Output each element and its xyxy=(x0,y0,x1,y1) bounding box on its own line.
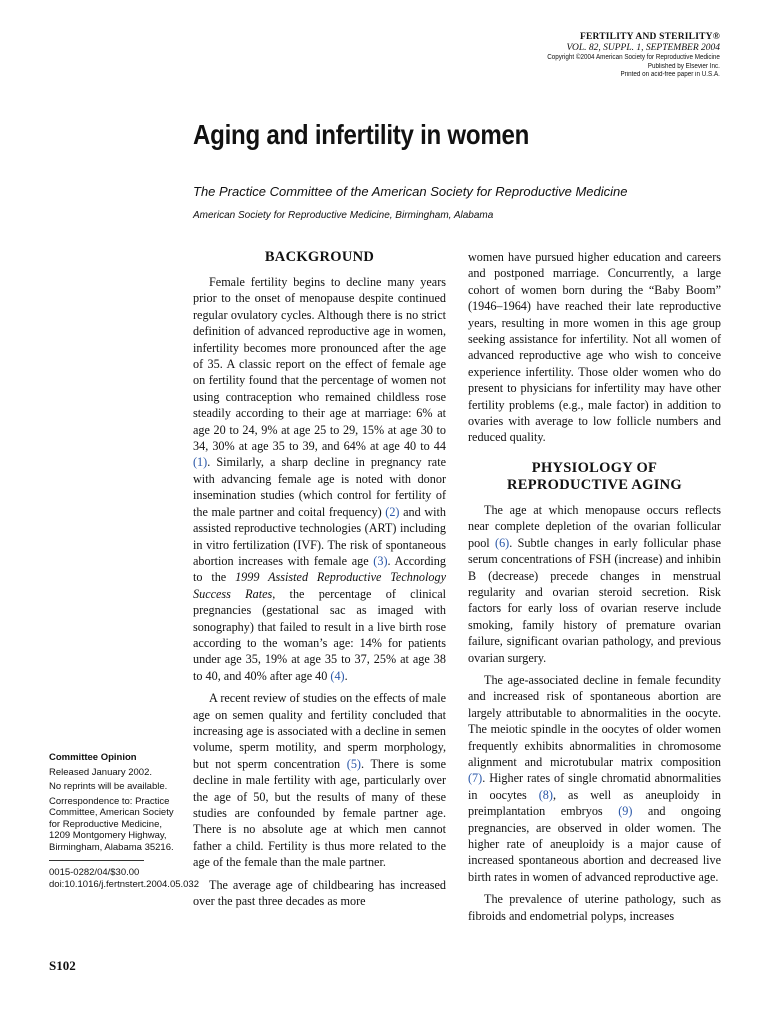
journal-name: FERTILITY AND STERILITY® xyxy=(579,32,720,42)
reference-link[interactable]: (2) xyxy=(385,504,400,519)
body-paragraph: Female fertility begins to decline many years prior to the onset of menopause despite continued regular ovulatory cycles. Although there is no strict definition of advanced reproductive age in women, infertility becomes more pronounced after the age of 35. A classic report on the effect of female age on fertility found that the percentage of women not using contraception who remained childless rose steadily according to their age at marriage: 6% at age 20 to 24, 9% at age 25 to 29, 15% at age 30 to 34, 30% at age 35 to 39, and 64% at age 40 to 44 (1). Similarly, a sharp decline in pregnancy rate with advancing female age is noted with donor insemination studies (which control for fertility of the male partner and coital frequency) (2) and with assisted reproductive technologies (ART) including in vitro fertilization (IVF). The risk of spontaneous abortion increases with female age (3). According to the 1999 Assisted Reproductive Technology Success Rates, the percentage of clinical pregnancies (gestational sac as imaged with sonography) that failed to result in a live birth rose according to the woman’s age: 14% for patients under age 35, 19% at age 35 to 37, 25% at age 38 to 40, and 40% after age 40 (4). xyxy=(193,275,447,683)
body-paragraph: The age at which menopause occurs reflects near complete depletion of the ovarian follicular pool (6). Subtle changes in early follicular phase serum concentrations of FSH (increase) and inhibin B (decrease) precede changes in menstrual regularity and ovarian steroid secretion. Risk factors for early loss of ovarian reserve include smoking, family history of premature ovarian failure, significant ovarian pathology, and previous ovarian surgery. xyxy=(468,502,721,665)
body-paragraph: The prevalence of uterine pathology, such as fibroids and endometrial polyps, increases xyxy=(468,892,721,923)
section-heading-background: BACKGROUND xyxy=(264,249,375,265)
article-affiliation: American Society for Reproductive Medicine, Birmingham, Alabama xyxy=(193,210,494,221)
article-authors: The Practice Committee of the American Society for Reproductive Medicine xyxy=(193,184,628,199)
article-info-sidebar xyxy=(49,752,200,893)
reference-link[interactable]: (5) xyxy=(346,756,361,771)
page-number: S102 xyxy=(49,958,76,973)
journal-volume: VOL. 82, SUPPL. 1, SEPTEMBER 2004 xyxy=(566,43,720,53)
reprints-note: No reprints will be available. xyxy=(49,781,168,792)
reference-link[interactable]: (6) xyxy=(495,535,510,550)
correspondence-address: Correspondence to: Practice Committee, American Society for Reproductive Medicine, 1209 Montgomery Highway, Birmingham, Alabama 35216. xyxy=(49,795,174,853)
article-doi[interactable]: doi:10.1016/j.fertnstert.2004.05.032 xyxy=(49,878,200,890)
sidebar-divider xyxy=(49,860,144,861)
article-code: 0015-0282/04/$30.00 xyxy=(49,867,140,878)
reference-link[interactable]: (8) xyxy=(538,787,553,802)
reference-link[interactable]: (9) xyxy=(618,804,633,819)
body-paragraph: The age-associated decline in female fecundity and increased risk of spontaneous abortion are largely attributable to abnormalities in the oocyte. The meiotic spindle in the oocytes of older women frequently exhibits abnormalities in chromosome alignment and microtubular matrix composition (7). Higher rates of single chromatid abnormalities in oocytes (8), as well as aneuploidy in preimplantation embryos (9) and ongoing pregnancies, are observed in older women. The higher rate of aneuploidy is a major cause of increased spontaneous abortion and decreased live birth rates in women of advanced reproductive age. xyxy=(468,672,722,884)
journal-masthead xyxy=(528,32,720,80)
reference-link[interactable]: (4) xyxy=(330,668,345,683)
body-paragraph: women have pursued higher education and careers and postponed marriage. Concurrently, a large cohort of women born during the “Baby Boom” (1946–1964) have reached their late reproductive years, resulting in more women in this age group seeking assistance for infertility. Not all women of advanced reproductive age who wish to conceive experience infertility. Those older women who do present to physicians for infertility may have other fertility problems (e.g., male factor) in addition to ovaries with average to low follicle numbers and reduced quality. xyxy=(468,250,721,445)
release-date: Released January 2002. xyxy=(49,766,152,778)
reference-link[interactable]: (3) xyxy=(373,553,388,568)
reference-link[interactable]: (1) xyxy=(193,455,208,470)
body-column-left xyxy=(193,249,446,915)
body-column-right xyxy=(468,249,721,930)
copyright-line: Copyright ©2004 American Society for Reproductive Medicine xyxy=(547,54,720,61)
publisher-line: Published by Elsevier Inc. xyxy=(647,62,720,70)
body-paragraph: A recent review of studies on the effects of male age on semen quality and fertility concluded that increasing age is associated with a decline in semen volume, sperm motility, and sperm morphology, but not sperm concentration (5). There is some decline in male fertility with age, particularly over the age of 50, but the results of many of these studies are confounded by female partner age. There is no absolute age at which men cannot father a child. Fertility is thus more related to the age of the female than the male partner. xyxy=(193,691,446,870)
section-heading-physiology: PHYSIOLOGY OF REPRODUCTIVE AGING xyxy=(507,459,682,493)
article-title: Aging and infertility in women xyxy=(193,119,530,150)
reference-link[interactable]: (7) xyxy=(468,771,483,786)
article-type: Committee Opinion xyxy=(49,752,137,763)
paper-line: Printed on acid-free paper in U.S.A. xyxy=(620,71,720,78)
body-paragraph: The average age of childbearing has increased over the past three decades as more xyxy=(193,877,446,909)
